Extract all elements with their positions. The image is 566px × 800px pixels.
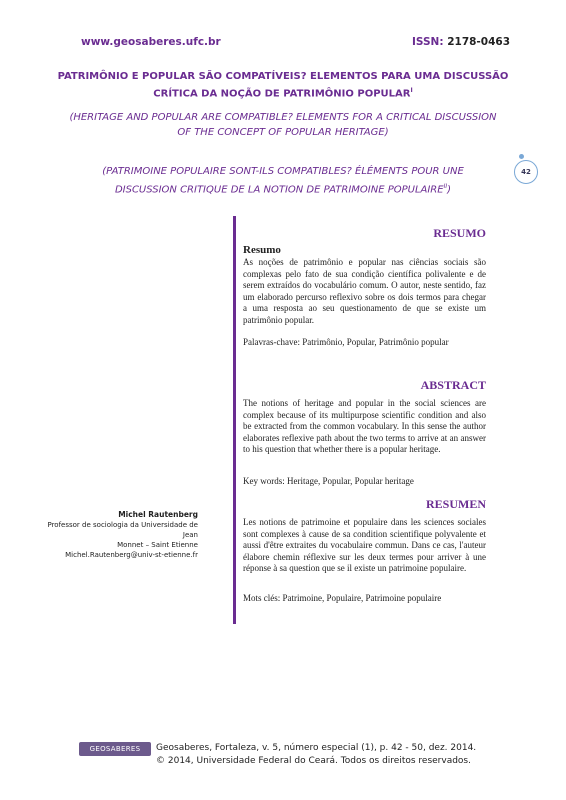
author-email[interactable]: Michel.Rautenberg@univ-st-etienne.fr: [65, 551, 198, 559]
author-affiliation-line1: Professor de sociologia da Universidade de Jean: [47, 521, 198, 539]
title-en-line2: OF THE CONCEPT OF POPULAR HERITAGE): [177, 127, 389, 138]
title-fr-line1: (PATRIMOINE POPULAIRE SONT-ILS COMPATIBLES? ÉLÉMENTS POUR UNE: [102, 166, 464, 177]
abstract-keywords: Key words: Heritage, Popular, Popular heritage: [243, 476, 414, 486]
footnote-marker-i[interactable]: I: [410, 87, 413, 94]
resumo-heading: RESUMO: [433, 226, 486, 240]
page-badge-dot: [519, 154, 524, 159]
footnote-marker-ii[interactable]: II: [443, 183, 448, 190]
footer-copyright: © 2014, Universidade Federal do Ceará. Todos os direitos reservados.: [156, 756, 471, 766]
author-affiliation-line2: Monnet – Saint Etienne: [117, 541, 198, 549]
issn-value: 2178-0463: [447, 36, 511, 48]
website-url[interactable]: www.geosaberes.ufc.br: [81, 36, 221, 48]
title-english: [40, 110, 526, 140]
author-block: [40, 510, 198, 560]
resumen-heading: RESUMEN: [425, 497, 486, 511]
resumen-keywords: Mots clés: Patrimoine, Populaire, Patrimoine populaire: [243, 593, 442, 603]
title-en-line1: (HERITAGE AND POPULAR ARE COMPATIBLE? ELEMENTS FOR A CRITICAL DISCUSSION: [69, 112, 497, 123]
issn: [412, 36, 510, 48]
title-pt-line2: CRÍTICA DA NOÇÃO DE PATRIMÔNIO $POPULAR^I$: [153, 87, 413, 100]
abstract-text: The notions of heritage and popular in the social sciences are complex because of its multipurpose scientific condition and also be extracted from the common vocabulary. In this sense the author elaborates reflexive path about the two terms to arrive at an answer to his question that whether there is a popular heritage.: [243, 398, 486, 454]
author-name: Michel Rautenberg: [118, 510, 198, 519]
page-number-badge: 42: [514, 160, 538, 184]
title-portuguese: [40, 70, 526, 101]
resumo-subheading: Resumo: [243, 244, 281, 256]
footer-citation: Geosaberes, Fortaleza, v. 5, número especial (1), p. 42 - 50, dez. 2014.: [156, 743, 477, 753]
abstract-heading: ABSTRACT: [420, 378, 486, 392]
issn-label: ISSN:: [412, 36, 444, 48]
resumo-text: As noções de patrimônio e popular nas ciências sociais são complexas pelo fato de sua condição científica polivalente e de serem extraídos do vocabulário comum. O autor, neste sentido, faz um elaborado percurso reflexivo sobre os dois termos para chegar a uma resposta ao seu questionamento de que se existe um patrimônio popular.: [243, 257, 486, 325]
title-fr-line2: DISCUSSION CRITIQUE DE LA NOTION DE PATRIMOINE $POPULAIRE^{II}$): [114, 183, 452, 196]
resumen-text: Les notions de patrimoine et populaire dans les sciences sociales sont complexes à cause de sa condition scientifique polyvalente et aussi d'être extraites du vocabulaire commun. Dans ce cas, l'auteur élabore chemin réflexive sur les deux termes pour arriver à une réponse à sa question que se il existe un patrimoine populaire.: [243, 517, 486, 573]
title-pt-line1: PATRIMÔNIO E POPULAR SÃO COMPATÍVEIS? ELEMENTOS PARA UMA DISCUSSÃO: [57, 71, 509, 82]
geosaberes-logo: GEOSABERES: [79, 742, 151, 756]
title-french: [40, 164, 526, 197]
resumo-keywords: Palavras-chave: Patrimônio, Popular, Patrimônio popular: [243, 337, 449, 347]
vertical-divider: [233, 216, 236, 624]
